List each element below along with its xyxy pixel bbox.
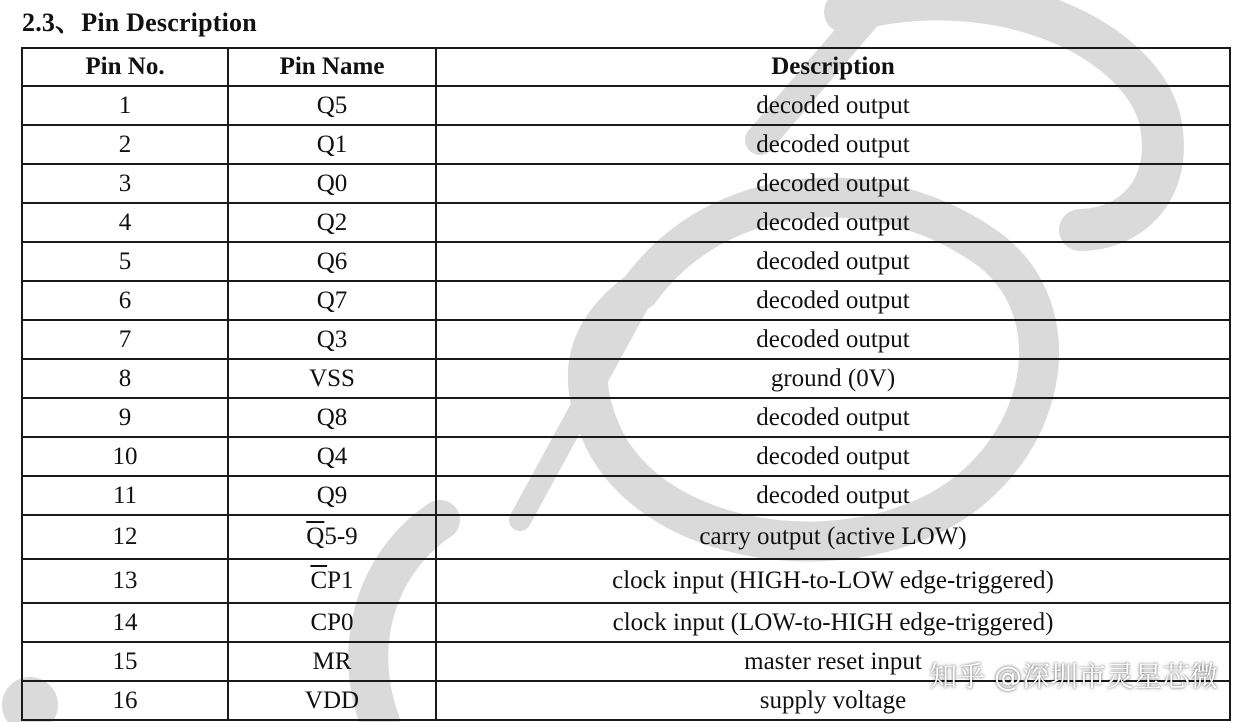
pin-name-text: Q9 bbox=[316, 481, 348, 509]
header-pin-name: Pin Name bbox=[228, 48, 436, 86]
pin-number-cell: 8 bbox=[22, 359, 228, 398]
table-row bbox=[22, 603, 1230, 642]
watermark-credit: 知乎 @深圳市灵星芯微 bbox=[929, 660, 1218, 693]
pin-name-text: VSS bbox=[309, 364, 355, 392]
pin-name-cell bbox=[228, 681, 436, 720]
pin-description-cell: decoded output bbox=[436, 398, 1230, 437]
pin-description-cell: decoded output bbox=[436, 125, 1230, 164]
pin-description-cell: decoded output bbox=[436, 437, 1230, 476]
pin-number-cell: 5 bbox=[22, 242, 228, 281]
pin-name-text: Q8 bbox=[316, 403, 348, 431]
table-row bbox=[22, 398, 1230, 437]
pin-name-cell bbox=[228, 398, 436, 437]
header-description: Description bbox=[436, 48, 1230, 86]
pin-name-cell bbox=[228, 320, 436, 359]
pin-name-text: Q5 bbox=[316, 91, 348, 119]
pin-name-cell bbox=[228, 281, 436, 320]
pin-description-cell: master reset input bbox=[436, 642, 1230, 681]
pin-description-cell: clock input (HIGH-to-LOW edge-triggered) bbox=[436, 559, 1230, 603]
pin-name-cell bbox=[228, 642, 436, 681]
pin-description-cell: carry output (active LOW) bbox=[436, 515, 1230, 559]
table-row bbox=[22, 125, 1230, 164]
table-row bbox=[22, 437, 1230, 476]
section-heading: 2.3、Pin Description bbox=[22, 8, 257, 37]
table-row bbox=[22, 242, 1230, 281]
pin-description-cell: ground (0V) bbox=[436, 359, 1230, 398]
table-row bbox=[22, 203, 1230, 242]
pin-name-cell bbox=[228, 242, 436, 281]
pin-description-table bbox=[21, 47, 1231, 721]
pin-description-cell: decoded output bbox=[436, 203, 1230, 242]
pin-name-text: P1 bbox=[327, 567, 354, 594]
pin-name-text: CP0 bbox=[310, 608, 354, 636]
pin-name-cell bbox=[228, 559, 436, 603]
pin-name-text: Q2 bbox=[316, 208, 348, 236]
pin-description-cell: supply voltage bbox=[436, 681, 1230, 720]
pin-number-cell: 3 bbox=[22, 164, 228, 203]
table-row bbox=[22, 359, 1230, 398]
pin-name-text: Q4 bbox=[316, 442, 348, 470]
pin-name-cell bbox=[228, 125, 436, 164]
pin-description-cell: decoded output bbox=[436, 86, 1230, 125]
pin-number-cell: 10 bbox=[22, 437, 228, 476]
header-pin-no: Pin No. bbox=[22, 48, 228, 86]
pin-number-cell: 15 bbox=[22, 642, 228, 681]
pin-description-cell: decoded output bbox=[436, 320, 1230, 359]
pin-number-cell: 11 bbox=[22, 476, 228, 515]
pin-name-cell bbox=[228, 86, 436, 125]
pin-name-text: Q6 bbox=[316, 247, 348, 275]
pin-name-overline: $\overline{C}$ bbox=[310, 567, 328, 594]
pin-name-text: Q7 bbox=[316, 286, 348, 314]
pin-name-overline: $\overline{Q}$ bbox=[306, 523, 325, 550]
pin-number-cell: 16 bbox=[22, 681, 228, 720]
table-header-row bbox=[22, 48, 1230, 86]
pin-number-cell: 6 bbox=[22, 281, 228, 320]
pin-name-text: VDD bbox=[304, 686, 360, 714]
pin-number-cell: 13 bbox=[22, 559, 228, 603]
table-row bbox=[22, 281, 1230, 320]
pin-name-text: 5-9 bbox=[324, 523, 358, 550]
pin-description-cell: clock input (LOW-to-HIGH edge-triggered) bbox=[436, 603, 1230, 642]
pin-number-cell: 7 bbox=[22, 320, 228, 359]
pin-name-cell bbox=[228, 515, 436, 559]
pin-description-cell: decoded output bbox=[436, 242, 1230, 281]
pin-name-text: Q0 bbox=[316, 169, 348, 197]
table-row bbox=[22, 476, 1230, 515]
table-row bbox=[22, 320, 1230, 359]
pin-number-cell: 4 bbox=[22, 203, 228, 242]
pin-name-text: Q1 bbox=[316, 130, 348, 158]
pin-number-cell: 2 bbox=[22, 125, 228, 164]
pin-number-cell: 14 bbox=[22, 603, 228, 642]
pin-number-cell: 1 bbox=[22, 86, 228, 125]
pin-description-cell: decoded output bbox=[436, 281, 1230, 320]
pin-number-cell: 9 bbox=[22, 398, 228, 437]
pin-name-cell bbox=[228, 164, 436, 203]
table-row bbox=[22, 164, 1230, 203]
pin-name-text: MR bbox=[312, 647, 352, 675]
pin-name-cell bbox=[228, 203, 436, 242]
pin-description-cell: decoded output bbox=[436, 476, 1230, 515]
pin-number-cell: 12 bbox=[22, 515, 228, 559]
pin-name-cell bbox=[228, 359, 436, 398]
pin-description-cell: decoded output bbox=[436, 164, 1230, 203]
pin-name-text: Q3 bbox=[316, 325, 348, 353]
table-row bbox=[22, 86, 1230, 125]
table-row bbox=[22, 559, 1230, 603]
pin-name-cell bbox=[228, 603, 436, 642]
table-row bbox=[22, 515, 1230, 559]
pin-name-cell bbox=[228, 437, 436, 476]
pin-name-cell bbox=[228, 476, 436, 515]
